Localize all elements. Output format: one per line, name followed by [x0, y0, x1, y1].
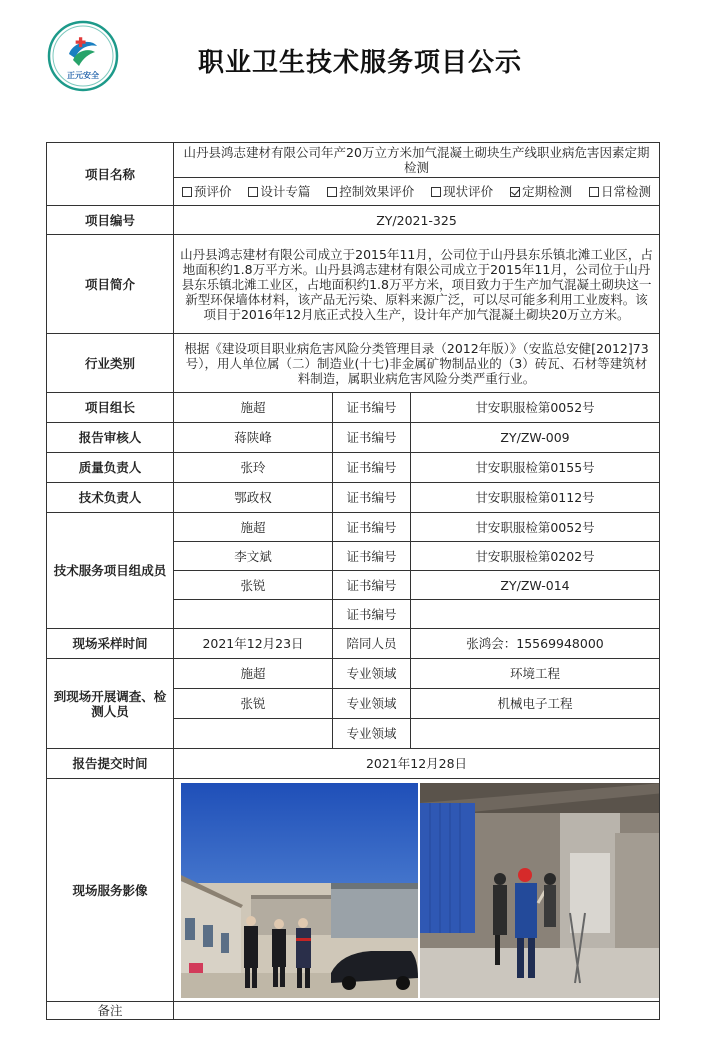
- field-label: 专业领域: [333, 719, 411, 749]
- field-staff-name: [174, 719, 333, 749]
- field-staff-name: 施超: [174, 659, 333, 689]
- field-label: 专业领域: [333, 659, 411, 689]
- staff-name: 施超: [174, 393, 333, 423]
- images-label: 现场服务影像: [47, 779, 174, 1002]
- company-logo-icon: [47, 20, 119, 92]
- project-intro-label: 项目简介: [47, 235, 174, 334]
- member-cert: ZY/ZW-014: [411, 571, 660, 600]
- staff-name: 张玲: [174, 453, 333, 483]
- staff-row: 报告审核人 蒋陕峰 证书编号 ZY/ZW-009: [47, 423, 660, 453]
- cert-label: 证书编号: [333, 513, 411, 542]
- field-staff-name: 张锐: [174, 689, 333, 719]
- remark-label: 备注: [47, 1002, 174, 1020]
- project-name-value: 山丹县鸿志建材有限公司年产20万立方米加气混凝土砌块生产线职业病危害因素定期检测: [174, 143, 660, 178]
- checkbox-icon: [431, 187, 441, 197]
- checkbox-icon: [327, 187, 337, 197]
- staff-row: 技术负责人 鄂政权 证书编号 甘安职服检第0112号: [47, 483, 660, 513]
- project-number-label: 项目编号: [47, 206, 174, 235]
- checkbox-icon: [248, 187, 258, 197]
- member-name: 张锐: [174, 571, 333, 600]
- project-type-options: [174, 178, 660, 206]
- staff-row: 质量负责人 张玲 证书编号 甘安职服检第0155号: [47, 453, 660, 483]
- member-cert: 甘安职服检第0202号: [411, 542, 660, 571]
- companion-value: 张鸿会：15569948000: [411, 629, 660, 659]
- staff-cert: 甘安职服检第0112号: [411, 483, 660, 513]
- member-cert: 甘安职服检第0052号: [411, 513, 660, 542]
- type-option-control[interactable]: 控制效果评价: [327, 184, 414, 199]
- report-date-label: 报告提交时间: [47, 749, 174, 779]
- page-header: [0, 0, 720, 140]
- field-label: 专业领域: [333, 689, 411, 719]
- staff-name: 蒋陕峰: [174, 423, 333, 453]
- checkbox-icon: [182, 187, 192, 197]
- remark-value: [174, 1002, 660, 1020]
- type-option-periodic[interactable]: 定期检测: [510, 184, 572, 199]
- sampling-label: 现场采样时间: [47, 629, 174, 659]
- page-title: 职业卫生技术服务项目公示: [197, 48, 522, 78]
- info-table: [46, 142, 660, 1020]
- field-staff-field: [411, 719, 660, 749]
- field-staff-label: 到现场开展调查、检测人员: [47, 659, 174, 749]
- member-name: 李文斌: [174, 542, 333, 571]
- cert-label: 证书编号: [333, 423, 411, 453]
- industry-label: 行业类别: [47, 334, 174, 393]
- cert-label: 证书编号: [333, 483, 411, 513]
- staff-row: 项目组长 施超 证书编号 甘安职服检第0052号: [47, 393, 660, 423]
- staff-name: 鄂政权: [174, 483, 333, 513]
- project-intro-value: 山丹县鸿志建材有限公司成立于2015年11月，公司位于山丹县东乐镇北滩工业区，占地面积约1.8万平方米。山丹县鸿志建材有限公司成立于2015年11月，公司位于山丹县东乐镇北滩工业区，占地面积约1.8万平方米，项目致力于生产加气混凝土砌块这一新型环保墙体材料，该产品无污染、原料来源广泛，可以尽可能多利用工业废料。该项目于2016年12月底正式投入生产，设计年产加气混凝土砌块20万立方米。: [174, 235, 660, 334]
- team-row: [47, 513, 660, 542]
- cert-label: 证书编号: [333, 453, 411, 483]
- cert-label: 证书编号: [333, 571, 411, 600]
- site-photo-indoor: [420, 783, 660, 998]
- svg-text:正元安全: 正元安全: [67, 71, 99, 80]
- report-date-value: 2021年12月28日: [174, 749, 660, 779]
- industry-value: 根据《建设项目职业病危害风险分类管理目录（2012年版）》（安监总安健[2012]73号），用人单位属（二）制造业(十七)非金属矿物制品业的（3）砖瓦、石材等建筑材料制造，属职业病危害风险分类严重行业。: [174, 334, 660, 393]
- images-cell: [174, 779, 660, 1002]
- checkbox-icon: [589, 187, 599, 197]
- type-option-daily[interactable]: 日常检测: [589, 184, 651, 199]
- project-number-value: ZY/2021-325: [174, 206, 660, 235]
- staff-cert: 甘安职服检第0155号: [411, 453, 660, 483]
- checkbox-checked-icon: [510, 187, 520, 197]
- team-label: 技术服务项目组成员: [47, 513, 174, 629]
- cert-label: 证书编号: [333, 600, 411, 629]
- project-name-label: 项目名称: [47, 143, 174, 206]
- type-option-design[interactable]: 设计专篇: [248, 184, 310, 199]
- site-photo-outdoor: [181, 783, 418, 998]
- staff-cert: ZY/ZW-009: [411, 423, 660, 453]
- field-staff-field: 机械电子工程: [411, 689, 660, 719]
- type-option-status[interactable]: 现状评价: [431, 184, 493, 199]
- staff-cert: 甘安职服检第0052号: [411, 393, 660, 423]
- sampling-date: 2021年12月23日: [174, 629, 333, 659]
- member-name: 施超: [174, 513, 333, 542]
- cert-label: 证书编号: [333, 393, 411, 423]
- companion-label: 陪同人员: [333, 629, 411, 659]
- cert-label: 证书编号: [333, 542, 411, 571]
- field-staff-field: 环境工程: [411, 659, 660, 689]
- type-option-pre-eval[interactable]: 预评价: [182, 184, 232, 199]
- member-name: [174, 600, 333, 629]
- field-staff-row: [47, 659, 660, 689]
- member-cert: [411, 600, 660, 629]
